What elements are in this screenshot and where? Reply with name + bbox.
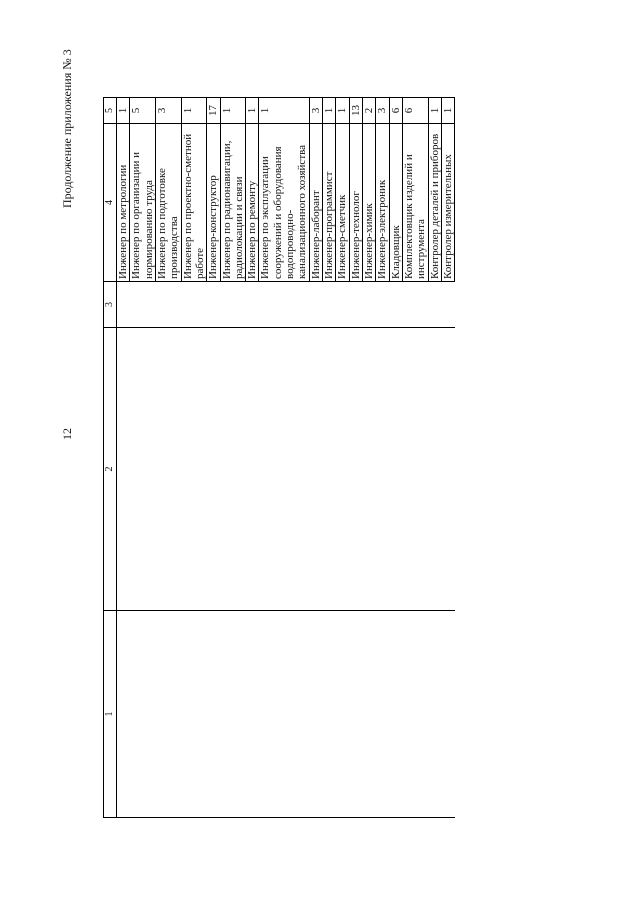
- empty-cell: [155, 328, 181, 611]
- empty-cell: [117, 328, 130, 611]
- position-count-cell: 17: [207, 98, 220, 124]
- empty-cell: [130, 282, 156, 328]
- empty-cell: [349, 328, 362, 611]
- position-count-cell: 1: [117, 98, 130, 124]
- position-name-cell: Инженер по ремонту: [246, 124, 259, 282]
- empty-cell: [349, 282, 362, 328]
- column-header: 1: [104, 611, 117, 818]
- position-count-cell: 1: [441, 98, 454, 124]
- position-name-cell: Инженер-конструктор: [207, 124, 220, 282]
- empty-cell: [181, 328, 207, 611]
- empty-cell: [130, 328, 156, 611]
- empty-cell: [309, 611, 322, 818]
- empty-cell: [181, 611, 207, 818]
- empty-cell: [259, 611, 309, 818]
- column-header: 3: [104, 282, 117, 328]
- empty-cell: [220, 282, 246, 328]
- table-row: [181, 98, 207, 818]
- position-name-cell: Комплектовщик изделий и инструмента: [402, 124, 428, 282]
- table-row: [441, 98, 454, 818]
- empty-cell: [362, 611, 375, 818]
- position-count-cell: 1: [246, 98, 259, 124]
- empty-cell: [402, 282, 428, 328]
- empty-cell: [428, 328, 441, 611]
- column-header: 2: [104, 328, 117, 611]
- table-row: [207, 98, 220, 818]
- position-count-cell: 6: [402, 98, 428, 124]
- empty-cell: [155, 611, 181, 818]
- position-count-cell: 2: [362, 98, 375, 124]
- empty-cell: [376, 611, 389, 818]
- empty-cell: [441, 611, 454, 818]
- empty-cell: [441, 328, 454, 611]
- page-title: Продолжение приложения № 3: [60, 49, 74, 208]
- table-row: [376, 98, 389, 818]
- table-row: [155, 98, 181, 818]
- empty-cell: [336, 328, 349, 611]
- empty-cell: [207, 282, 220, 328]
- empty-cell: [336, 282, 349, 328]
- table-row: [323, 98, 336, 818]
- empty-cell: [428, 282, 441, 328]
- table-row: [117, 98, 130, 818]
- empty-cell: [336, 611, 349, 818]
- empty-cell: [130, 611, 156, 818]
- table-row: [246, 98, 259, 818]
- empty-cell: [389, 282, 402, 328]
- empty-cell: [323, 328, 336, 611]
- table-row: [259, 98, 309, 818]
- table-body: [117, 98, 455, 818]
- empty-cell: [389, 611, 402, 818]
- table-row: [402, 98, 428, 818]
- empty-cell: [349, 611, 362, 818]
- position-name-cell: Контролер измерительных: [441, 124, 454, 282]
- empty-cell: [376, 328, 389, 611]
- position-name-cell: Инженер по метрологии: [117, 124, 130, 282]
- empty-cell: [246, 611, 259, 818]
- empty-cell: [155, 282, 181, 328]
- position-count-cell: 3: [155, 98, 181, 124]
- position-count-cell: 3: [309, 98, 322, 124]
- table-header-row: [104, 98, 117, 818]
- position-name-cell: Инженер-электроник: [376, 124, 389, 282]
- position-count-cell: 1: [323, 98, 336, 124]
- position-count-cell: 3: [376, 98, 389, 124]
- staff-table: [103, 97, 455, 818]
- empty-cell: [402, 328, 428, 611]
- table-row: [130, 98, 156, 818]
- position-name-cell: Инженер-сметчик: [336, 124, 349, 282]
- empty-cell: [428, 611, 441, 818]
- position-count-cell: 1: [181, 98, 207, 124]
- empty-cell: [181, 282, 207, 328]
- empty-cell: [362, 282, 375, 328]
- empty-cell: [323, 282, 336, 328]
- empty-cell: [117, 611, 130, 818]
- empty-cell: [309, 328, 322, 611]
- position-name-cell: Инженер-технолог: [349, 124, 362, 282]
- position-count-cell: 6: [389, 98, 402, 124]
- table-row: [389, 98, 402, 818]
- empty-cell: [309, 282, 322, 328]
- position-name-cell: Инженер по подготовке производства: [155, 124, 181, 282]
- empty-cell: [207, 611, 220, 818]
- empty-cell: [207, 328, 220, 611]
- empty-cell: [389, 328, 402, 611]
- empty-cell: [376, 282, 389, 328]
- position-name-cell: Кладовщик: [389, 124, 402, 282]
- position-name-cell: Инженер-лаборант: [309, 124, 322, 282]
- position-name-cell: Инженер-химик: [362, 124, 375, 282]
- empty-cell: [402, 611, 428, 818]
- position-name-cell: Контролер деталей и приборов: [428, 124, 441, 282]
- empty-cell: [259, 282, 309, 328]
- position-count-cell: 1: [336, 98, 349, 124]
- position-name-cell: Инженер-программист: [323, 124, 336, 282]
- empty-cell: [323, 611, 336, 818]
- empty-cell: [117, 282, 130, 328]
- empty-cell: [362, 328, 375, 611]
- table-row: [309, 98, 322, 818]
- column-header: 4: [104, 124, 117, 282]
- position-name-cell: Инженер по проектно-сметной работе: [181, 124, 207, 282]
- table-row: [428, 98, 441, 818]
- empty-cell: [259, 328, 309, 611]
- table-row: [349, 98, 362, 818]
- table-row: [336, 98, 349, 818]
- position-count-cell: 5: [130, 98, 156, 124]
- staff-table-rotated: [103, 98, 603, 818]
- position-name-cell: Инженер по организации и нормированию труда: [130, 124, 156, 282]
- empty-cell: [220, 611, 246, 818]
- table-row: [362, 98, 375, 818]
- page-header: [0, 0, 80, 905]
- empty-cell: [220, 328, 246, 611]
- position-name-cell: Инженер по радионавигации, радиолокации и связи: [220, 124, 246, 282]
- column-header: 5: [104, 98, 117, 124]
- empty-cell: [246, 328, 259, 611]
- page-number: 12: [60, 428, 74, 440]
- position-count-cell: 1: [220, 98, 246, 124]
- position-count-cell: 13: [349, 98, 362, 124]
- empty-cell: [246, 282, 259, 328]
- position-count-cell: 1: [259, 98, 309, 124]
- position-count-cell: 1: [428, 98, 441, 124]
- empty-cell: [441, 282, 454, 328]
- table-row: [220, 98, 246, 818]
- position-name-cell: Инженер по эксплуатации сооружений и оборудования водопроводно-канализационного хозяйства: [259, 124, 309, 282]
